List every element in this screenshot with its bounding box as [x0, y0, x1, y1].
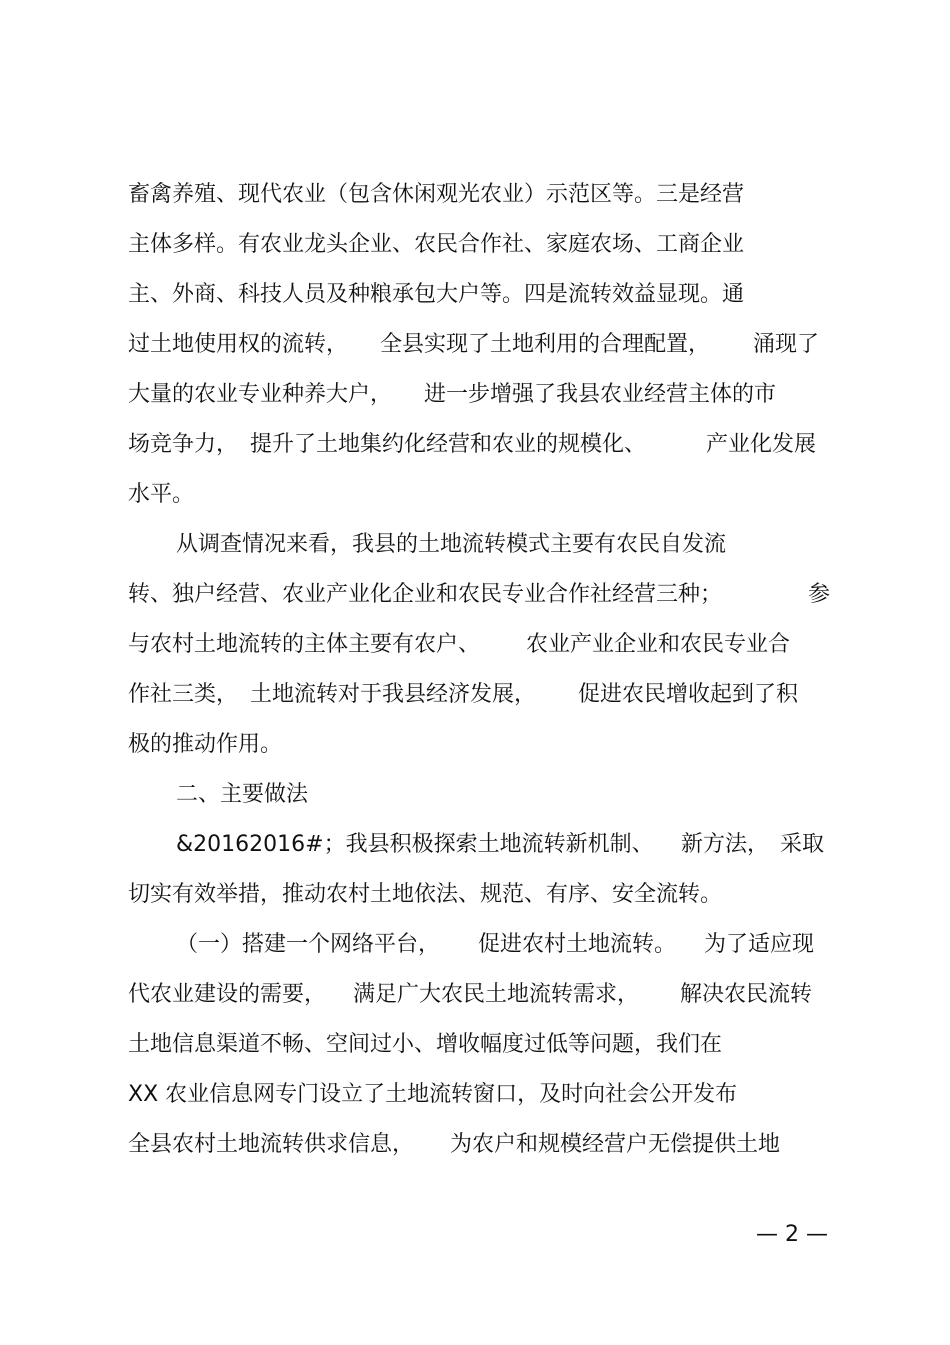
- text-segment: （一）搭建一个网络平台，: [176, 932, 441, 957]
- page-number: — 2 —: [756, 1222, 828, 1247]
- text-segment: 涌现了: [753, 332, 820, 357]
- text-segment: 与农村土地流转的主体主要有农户、: [128, 632, 481, 657]
- text-line: 极的推动作用。: [128, 732, 283, 757]
- text-segment: 全县实现了土地利用的合理配置，: [380, 332, 711, 357]
- text-segment: 参: [808, 582, 831, 607]
- text-segment: 大量的农业专业种养大户，: [128, 382, 393, 407]
- text-segment: 土地流转对于我县经济发展，: [250, 682, 537, 707]
- text-line: 主体多样。有农业龙头企业、农民合作社、家庭农场、工商企业: [128, 232, 745, 257]
- text-line: 水平。: [128, 482, 195, 507]
- text-segment: 产业化发展: [706, 432, 817, 457]
- text-segment: 代农业建设的需要，: [128, 982, 327, 1007]
- text-segment: 转、独户经营、农业产业化企业和农民专业合作社经营三种；: [128, 582, 723, 607]
- text-segment: 促进农民增收起到了积: [578, 682, 799, 707]
- text-segment: 进一步增强了我县农业经营主体的市: [424, 382, 777, 407]
- text-segment: 为农户和规模经营户无偿提供土地: [450, 1132, 781, 1157]
- text-segment: 采取: [780, 832, 825, 857]
- paragraph-first-line: 从调查情况来看，我县的土地流转模式主要有农民自发流: [176, 532, 727, 557]
- text-segment: &20162016#；我县积极探索土地流转新机制、: [176, 832, 654, 857]
- section-heading: 二、主要做法: [176, 782, 309, 807]
- text-segment: 提升了土地集约化经营和农业的规模化、: [250, 432, 647, 457]
- text-segment: 满足广大农民土地流转需求，: [353, 982, 640, 1007]
- text-segment: 全县农村土地流转供求信息，: [128, 1132, 415, 1157]
- text-segment: 为了适应现: [704, 932, 815, 957]
- text-segment: 作社三类，: [128, 682, 239, 707]
- text-segment: 促进农村土地流转。: [478, 932, 677, 957]
- text-segment: 过土地使用权的流转，: [128, 332, 349, 357]
- text-line: XX 农业信息网专门设立了土地流转窗口，及时向社会公开发布: [128, 1082, 738, 1107]
- text-segment: 新方法，: [681, 832, 770, 857]
- page-number-value: 2: [785, 1222, 799, 1247]
- text-segment: 农业产业企业和农民专业合: [526, 632, 791, 657]
- text-segment: 场竞争力，: [128, 432, 239, 457]
- text-line: 畜禽养殖、现代农业（包含休闲观光农业）示范区等。三是经营: [128, 182, 745, 207]
- text-line: 主、外商、科技人员及种粮承包大户等。四是流转效益显现。通: [128, 282, 745, 307]
- text-line: 切实有效举措，推动农村土地依法、规范、有序、安全流转。: [128, 882, 723, 907]
- text-segment: 解决农民流转: [680, 982, 813, 1007]
- text-line: 土地信息渠道不畅、空间过小、增收幅度过低等问题，我们在: [128, 1032, 723, 1057]
